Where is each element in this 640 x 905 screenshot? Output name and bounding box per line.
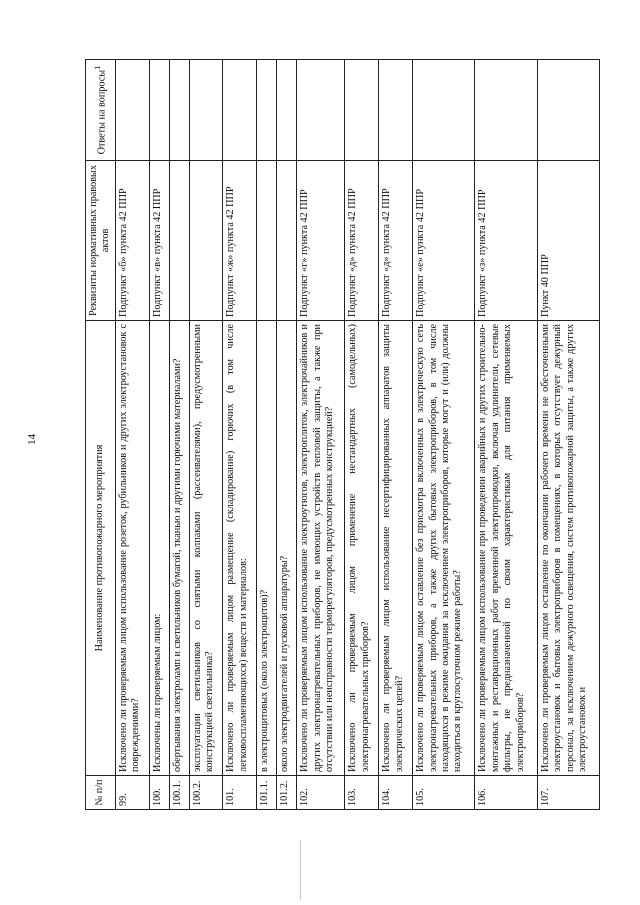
row-legal-reference: Подпункт «з» пункта 42 ППР	[475, 161, 537, 321]
row-measure-name: эксплуатации светильников со снятыми колпаками (рассеивателями), предусмотренными конструкцией светильника?	[189, 321, 223, 776]
row-legal-reference: Подпункт «г» пункта 42 ППР	[297, 161, 345, 321]
header-answers	[86, 60, 116, 161]
row-measure-name: обертывания электроламп и светильников бумагой, тканью и другими горючими материалами?	[169, 321, 189, 776]
row-answer-cell	[475, 60, 537, 161]
row-number: 102.	[297, 776, 345, 810]
row-measure-name: Исключены ли проверяемым лицом:	[149, 321, 169, 776]
row-number: 101.1.	[257, 776, 277, 810]
row-answer-cell	[169, 60, 189, 161]
row-legal-reference: Подпункт «в» пункта 42 ППР	[149, 161, 169, 321]
row-answer-cell	[345, 60, 379, 161]
table-row	[257, 60, 277, 810]
header-answers-text: Ответы на вопросы	[96, 69, 108, 155]
table-header-row	[86, 60, 116, 810]
footnote-mark: 1	[92, 65, 103, 70]
row-answer-cell	[277, 60, 297, 161]
table-row	[537, 60, 599, 810]
row-legal-reference	[277, 161, 297, 321]
table-row	[413, 60, 475, 810]
row-number: 101.	[223, 776, 257, 810]
row-legal-reference: Подпункт «е» пункта 42 ППР	[413, 161, 475, 321]
row-answer-cell	[223, 60, 257, 161]
table-row	[169, 60, 189, 810]
row-legal-reference	[257, 161, 277, 321]
row-legal-reference	[169, 161, 189, 321]
row-answer-cell	[257, 60, 277, 161]
header-legal-references: Реквизиты нормативных правовых актов	[86, 161, 116, 321]
row-legal-reference	[189, 161, 223, 321]
row-measure-name: Исключено ли проверяемым лицом использование розеток, рубильников и других электроустановок с повреждениями?	[115, 321, 149, 776]
row-measure-name: Исключено ли проверяемым лицом оставление без присмотра включенных в электрическую сеть электронагревательных приборов, а также других бытовых электроприборов, в том числе находящихся в режиме ожидания за исключением электроприборов, которые могут и (или) должны находиться в круглосуточном режиме работы?	[413, 321, 475, 776]
row-number: 106.	[475, 776, 537, 810]
table-row	[297, 60, 345, 810]
row-measure-name: около электродвигателей и пусковой аппаратуры?	[277, 321, 297, 776]
scan-fold-line	[300, 840, 301, 900]
table-row	[277, 60, 297, 810]
row-number: 105.	[413, 776, 475, 810]
table-row	[379, 60, 413, 810]
row-measure-name: Исключено ли проверяемым лицом использование несертифицированных аппаратов защиты электрических цепей?	[379, 321, 413, 776]
rotated-table-container	[85, 60, 600, 810]
row-number: 103.	[345, 776, 379, 810]
row-measure-name: Исключено ли проверяемым лицом использование при проведении аварийных и других строительно-монтажных и реставрационных работ временной электропроводки, включая удлинители, сетевые фильтры, не предназначенной по своим характеристикам для питания применяемых электроприборов?	[475, 321, 537, 776]
row-number: 100.	[149, 776, 169, 810]
row-answer-cell	[379, 60, 413, 161]
row-answer-cell	[297, 60, 345, 161]
header-number: № п/п	[86, 776, 116, 810]
table-row	[223, 60, 257, 810]
table-row	[189, 60, 223, 810]
row-measure-name: Исключено ли проверяемым лицом размещение (складирование) горючих (в том числе легковоспламеняющихся) веществ и материалов:	[223, 321, 257, 776]
row-legal-reference: Пункт 40 ППР	[537, 161, 599, 321]
row-number: 101.2.	[277, 776, 297, 810]
row-measure-name: Исключено ли проверяемым лицом применение нестандартных (самодельных) электронагревательных приборов?	[345, 321, 379, 776]
row-measure-name: в электрощитовых (около электрощитов)?	[257, 321, 277, 776]
table-row	[115, 60, 149, 810]
row-measure-name: Исключено ли проверяемым лицом использование электроутюгов, электроплиток, электрочайников и других электронагревательных приборов, не имеющих устройств тепловой защиты, а также при отсутствии или неисправности терморегуляторов, предусмотренных конструкцией?	[297, 321, 345, 776]
row-legal-reference: Подпункт «д» пункта 42 ППР	[379, 161, 413, 321]
header-measure-name: Наименование противопожарного мероприятия	[86, 321, 116, 776]
row-legal-reference: Подпункт «ж» пункта 42 ППР	[223, 161, 257, 321]
row-number: 100.2.	[189, 776, 223, 810]
row-answer-cell	[115, 60, 149, 161]
row-answer-cell	[537, 60, 599, 161]
table-row	[149, 60, 169, 810]
row-answer-cell	[149, 60, 169, 161]
table-row	[345, 60, 379, 810]
row-number: 107.	[537, 776, 599, 810]
row-number: 100.1.	[169, 776, 189, 810]
row-number: 104.	[379, 776, 413, 810]
table-row	[475, 60, 537, 810]
table-body	[115, 60, 599, 810]
row-answer-cell	[413, 60, 475, 161]
row-measure-name: Исключено ли проверяемым лицом оставление по окончании рабочего времени не обесточенными электроустановок и бытовых электроприборов в помещениях, в которых отсутствует дежурный персонал, за исключением дежурного освещения, систем противопожарной защиты, а также других электроустановок и	[537, 321, 599, 776]
row-answer-cell	[189, 60, 223, 161]
row-number: 99.	[115, 776, 149, 810]
row-legal-reference: Подпункт «б» пункта 42 ППР	[115, 161, 149, 321]
fire-safety-checklist-table	[85, 59, 600, 810]
page-number: 14	[26, 434, 38, 445]
row-legal-reference: Подпункт «д» пункта 42 ППР	[345, 161, 379, 321]
